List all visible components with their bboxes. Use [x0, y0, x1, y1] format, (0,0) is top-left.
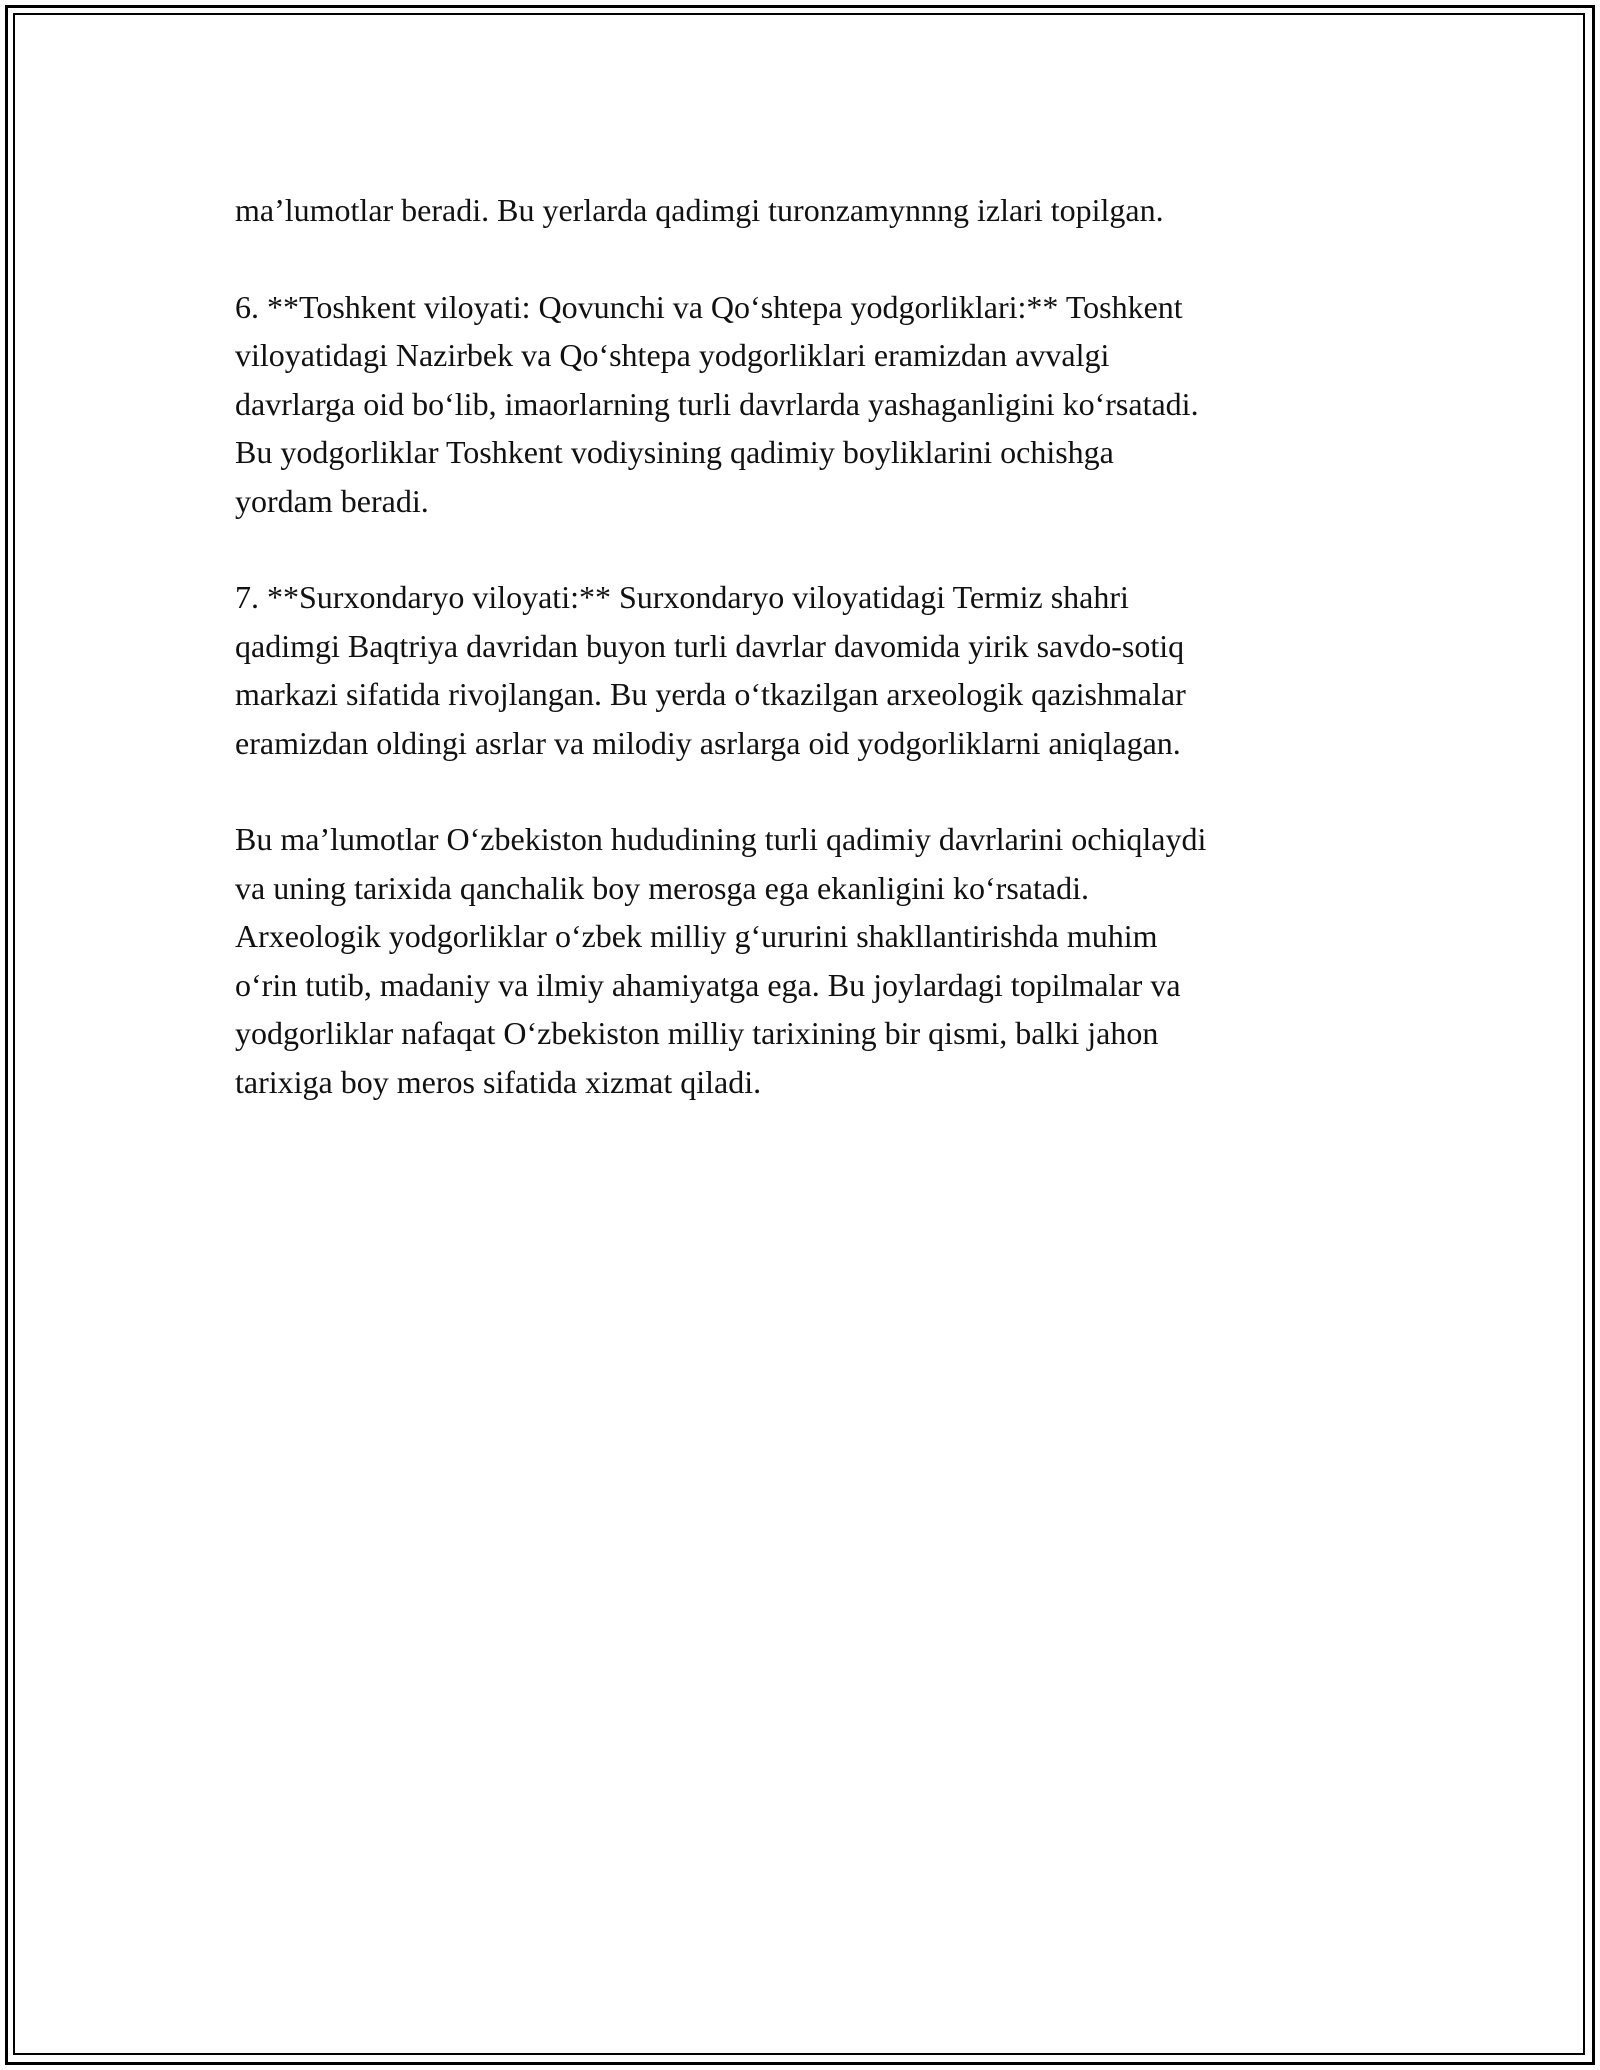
paragraph-toshkent: 6. **Toshkent viloyati: Qovunchi va Qo‘shtepa yodgorliklari:** Toshkent viloyatidagi Nazirbek va Qo‘shtepa yodgorliklari eramizdan avvalgi davrlarga oid bo‘lib, imaorlarning turli davrlarda yashaganligini ko‘rsatadi. Bu yodgorliklar Toshkent vodiysining qadimiy boyliklarini ochishga yordam beradi. [235, 288, 1199, 519]
paragraph-continuation: ma’lumotlar beradi. Bu yerlarda qadimgi turonzamynnng izlari topilgan. [235, 192, 1164, 228]
paragraph-conclusion: Bu ma’lumotlar O‘zbekiston hududining turli qadimiy davrlarini ochiqlaydi va uning tarixida qanchalik boy merosga ega ekanligini ko‘rsatadi. Arxeologik yodgorliklar o‘zbek milliy g‘ururini shakllantirishda muhim o‘rin tutib, madaniy va ilmiy ahamiyatga ega. Bu joylardagi topilmalar va yodgorliklar nafaqat O‘zbekiston milliy tarixining bir qismi, balki jahon tarixiga boy meros sifatida xizmat qiladi. [235, 821, 1207, 1100]
document-body [235, 186, 1365, 1154]
paragraph-surxondaryo: 7. **Surxondaryo viloyati:** Surxondaryo viloyatidagi Termiz shahri qadimgi Baqtriya davridan buyon turli davrlar davomida yirik savdo-sotiq markazi sifatida rivojlangan. Bu yerda o‘tkazilgan arxeologik qazishmalar eramizdan oldingi asrlar va milodiy asrlarga oid yodgorliklarni aniqlagan. [235, 579, 1186, 761]
